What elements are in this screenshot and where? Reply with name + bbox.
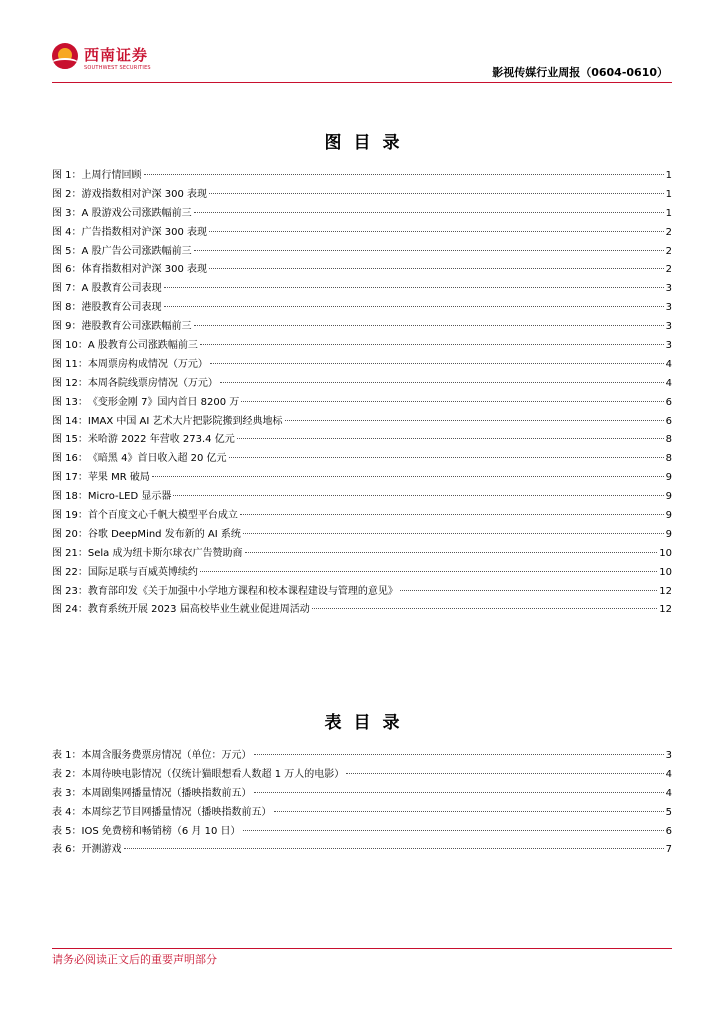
toc-entry-label: 图 2： — [52, 188, 82, 200]
toc-entry-label: 图 8： — [52, 302, 82, 314]
toc-dot-leader — [312, 608, 658, 609]
toc-entry-page: 4 — [665, 358, 672, 370]
toc-entry-title: 本周待映电影情况（仅统计猫眼想看人数超 1 万人的电影） — [81, 768, 345, 780]
toc-entry-label: 图 20： — [52, 528, 88, 540]
toc-entry-title: 本周含服务费票房情况（单位：万元） — [81, 750, 252, 761]
toc-entry-label: 图 17： — [52, 472, 88, 484]
figure-toc-entry[interactable] — [52, 507, 672, 526]
figure-toc-list — [52, 167, 672, 620]
toc-dot-leader — [124, 848, 664, 849]
toc-dot-leader — [200, 571, 657, 572]
toc-dot-leader — [243, 533, 664, 534]
toc-entry-title: 苹果 MR 破局 — [87, 472, 150, 484]
toc-entry-title: 《变形金刚 7》国内首日 8200 万 — [87, 396, 240, 408]
toc-entry-label: 图 24： — [52, 604, 88, 616]
toc-entry-title: 游戏指数相对沪深 300 表现 — [81, 188, 207, 200]
toc-entry-label: 图 23： — [52, 585, 88, 597]
toc-entry-page: 9 — [665, 510, 672, 522]
toc-entry-title: A 股教育公司表现 — [81, 283, 162, 295]
figure-toc-entry[interactable] — [52, 375, 672, 394]
toc-entry-title: 教育部印发《关于加强中小学地方课程和校本课程建设与管理的意见》 — [87, 585, 398, 597]
figure-toc-entry[interactable] — [52, 299, 672, 318]
table-toc-entry[interactable] — [52, 841, 672, 860]
toc-entry-page: 8 — [665, 453, 672, 465]
toc-entry-title: A 股教育公司涨跌幅前三 — [87, 340, 198, 352]
figure-toc-entry[interactable] — [52, 431, 672, 450]
toc-entry-page: 3 — [665, 321, 672, 333]
logo-text: 西南证券 — [84, 46, 149, 64]
toc-dot-leader — [346, 773, 663, 774]
footer-disclaimer: 请务必阅读正文后的重要声明部分 — [52, 953, 217, 966]
figure-toc-entry[interactable] — [52, 243, 672, 262]
toc-entry-label: 图 4： — [52, 226, 82, 238]
toc-entry-label: 表 3： — [52, 787, 82, 799]
toc-entry-page: 1 — [665, 188, 672, 200]
toc-entry-label: 图 5： — [52, 245, 82, 257]
report-title: 影视传媒行业周报（0604-0610） — [492, 66, 668, 79]
toc-entry-page: 4 — [665, 787, 672, 799]
toc-entry-label: 表 2： — [52, 768, 82, 780]
figure-toc-entry[interactable] — [52, 469, 672, 488]
toc-entry-page: 6 — [665, 825, 672, 837]
toc-entry-title: 港股教育公司涨跌幅前三 — [81, 321, 192, 333]
toc-dot-leader — [144, 174, 664, 175]
toc-entry-title: 谷歌 DeepMind 发布新的 AI 系统 — [87, 528, 241, 540]
toc-entry-title: 米哈游 2022 年营收 273.4 亿元 — [87, 434, 235, 446]
logo-icon — [52, 43, 78, 69]
toc-dot-leader — [194, 250, 664, 251]
figure-toc-heading: 图目录 — [324, 133, 412, 153]
toc-entry-title: IOS 免费榜和畅销榜（6 月 10 日） — [81, 825, 241, 837]
toc-entry-label: 表 4： — [52, 806, 82, 818]
figure-toc-entry[interactable] — [52, 583, 672, 602]
toc-entry-page: 2 — [665, 245, 672, 257]
table-toc-heading: 表目录 — [324, 713, 412, 733]
toc-entry-page: 1 — [665, 170, 672, 181]
toc-entry-label: 图 6： — [52, 264, 82, 276]
logo-subtext: SOUTHWEST SECURITIES — [84, 65, 151, 71]
toc-dot-leader — [254, 754, 664, 755]
toc-entry-page: 12 — [659, 585, 672, 597]
toc-entry-page: 12 — [659, 604, 672, 616]
toc-entry-label: 图 13： — [52, 396, 88, 408]
toc-entry-label: 图 22： — [52, 566, 88, 578]
toc-entry-label: 图 21： — [52, 547, 88, 559]
toc-entry-title: 本周综艺节目网播量情况（播映指数前五） — [81, 806, 272, 818]
footer-divider — [52, 948, 672, 949]
table-toc-entry[interactable] — [52, 804, 672, 823]
toc-entry-page: 10 — [659, 547, 672, 559]
toc-entry-page: 3 — [665, 302, 672, 314]
toc-dot-leader — [220, 382, 664, 383]
toc-entry-page: 9 — [665, 472, 672, 484]
toc-entry-page: 8 — [665, 434, 672, 446]
figure-toc-entry[interactable] — [52, 261, 672, 280]
toc-entry-title: A 股游戏公司涨跌幅前三 — [81, 207, 192, 219]
toc-entry-page: 4 — [665, 768, 672, 780]
toc-entry-title: 《暗黑 4》首日收入超 20 亿元 — [87, 453, 227, 465]
toc-entry-title: 开测游戏 — [81, 844, 122, 856]
toc-entry-title: 本周各院线票房情况（万元） — [87, 377, 218, 389]
toc-entry-page: 3 — [665, 750, 672, 761]
toc-entry-label: 图 3： — [52, 207, 82, 219]
toc-entry-title: 港股教育公司表现 — [81, 302, 162, 314]
figure-toc-entry[interactable] — [52, 413, 672, 432]
toc-entry-title: IMAX 中国 AI 艺术大片把影院搬到经典地标 — [87, 415, 283, 427]
toc-entry-page: 5 — [665, 806, 672, 818]
figure-toc-entry[interactable] — [52, 205, 672, 224]
toc-entry-title: 体育指数相对沪深 300 表现 — [81, 264, 207, 276]
toc-entry-page: 3 — [665, 340, 672, 352]
figure-toc-entry[interactable] — [52, 337, 672, 356]
toc-dot-leader — [210, 363, 664, 364]
toc-entry-title: A 股广告公司涨跌幅前三 — [81, 245, 192, 257]
toc-dot-leader — [229, 457, 664, 458]
toc-entry-label: 图 15： — [52, 434, 88, 446]
table-toc-list — [52, 747, 672, 860]
figure-toc-entry[interactable] — [52, 526, 672, 545]
toc-entry-page: 3 — [665, 283, 672, 295]
header-divider — [52, 82, 672, 83]
toc-entry-label: 图 10： — [52, 340, 88, 352]
toc-entry-page: 2 — [665, 226, 672, 238]
toc-entry-title: 国际足联与百威英博续约 — [87, 566, 198, 578]
toc-entry-label: 图 9： — [52, 321, 82, 333]
toc-dot-leader — [245, 552, 658, 553]
toc-dot-leader — [209, 193, 664, 194]
toc-entry-title: Micro-LED 显示器 — [87, 491, 172, 503]
table-toc-entry[interactable] — [52, 747, 672, 766]
figure-toc-entry[interactable] — [52, 450, 672, 469]
toc-entry-page: 9 — [665, 528, 672, 540]
toc-entry-label: 图 18： — [52, 491, 88, 503]
toc-entry-label: 图 11： — [52, 358, 88, 370]
toc-dot-leader — [194, 212, 664, 213]
toc-entry-page: 1 — [665, 207, 672, 219]
figure-toc-entry[interactable] — [52, 318, 672, 337]
toc-entry-label: 表 5： — [52, 825, 82, 837]
toc-entry-page: 7 — [665, 844, 672, 856]
toc-entry-label: 表 1： — [52, 750, 82, 761]
toc-entry-page: 6 — [665, 415, 672, 427]
toc-entry-label: 图 7： — [52, 283, 82, 295]
toc-entry-label: 图 19： — [52, 510, 88, 522]
figure-toc-entry[interactable] — [52, 488, 672, 507]
figure-toc-entry[interactable] — [52, 224, 672, 243]
toc-dot-leader — [241, 401, 663, 402]
toc-entry-title: 广告指数相对沪深 300 表现 — [81, 226, 207, 238]
toc-entry-label: 图 1： — [52, 170, 82, 181]
toc-dot-leader — [209, 268, 664, 269]
toc-entry-label: 图 12： — [52, 377, 88, 389]
toc-entry-label: 图 16： — [52, 453, 88, 465]
toc-dot-leader — [243, 830, 664, 831]
toc-entry-page: 2 — [665, 264, 672, 276]
toc-dot-leader — [400, 590, 657, 591]
toc-dot-leader — [152, 476, 664, 477]
toc-dot-leader — [274, 811, 664, 812]
toc-entry-title: Sela 成为纽卡斯尔球衣广告赞助商 — [87, 547, 243, 559]
table-toc-entry[interactable] — [52, 766, 672, 785]
figure-toc-entry[interactable] — [52, 356, 672, 375]
figure-toc-entry[interactable] — [52, 394, 672, 413]
figure-toc-entry[interactable] — [52, 186, 672, 205]
toc-entry-page: 6 — [665, 396, 672, 408]
figure-toc-entry[interactable] — [52, 601, 672, 620]
toc-entry-title: 上周行情回顾 — [81, 170, 142, 181]
figure-toc-entry[interactable] — [52, 167, 672, 186]
toc-entry-page: 10 — [659, 566, 672, 578]
toc-dot-leader — [164, 306, 664, 307]
toc-dot-leader — [254, 792, 664, 793]
figure-toc-entry[interactable] — [52, 545, 672, 564]
toc-dot-leader — [200, 344, 664, 345]
toc-dot-leader — [237, 438, 664, 439]
toc-dot-leader — [164, 287, 664, 288]
toc-entry-title: 教育系统开展 2023 届高校毕业生就业促进周活动 — [87, 604, 310, 616]
toc-entry-title: 首个百度文心千帆大模型平台成立 — [87, 510, 238, 522]
toc-dot-leader — [194, 325, 664, 326]
toc-entry-title: 本周剧集网播量情况（播映指数前五） — [81, 787, 252, 799]
table-toc-entry[interactable] — [52, 823, 672, 842]
toc-entry-page: 4 — [665, 377, 672, 389]
toc-entry-title: 本周票房构成情况（万元） — [87, 358, 208, 370]
toc-dot-leader — [240, 514, 664, 515]
toc-dot-leader — [209, 231, 664, 232]
table-toc-entry[interactable] — [52, 785, 672, 804]
toc-entry-label: 表 6： — [52, 844, 82, 856]
figure-toc-entry[interactable] — [52, 280, 672, 299]
figure-toc-entry[interactable] — [52, 564, 672, 583]
toc-entry-label: 图 14： — [52, 415, 88, 427]
toc-dot-leader — [173, 495, 663, 496]
toc-entry-page: 9 — [665, 491, 672, 503]
toc-dot-leader — [285, 420, 664, 421]
